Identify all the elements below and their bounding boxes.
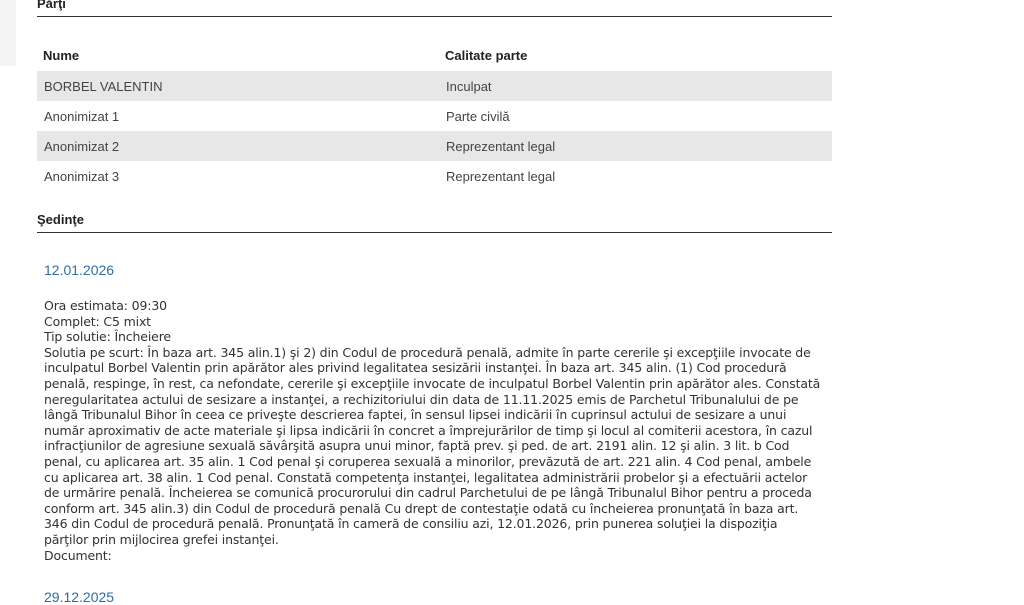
hearing-item: [44, 262, 824, 563]
tip-solutie: Tip solutie: Încheiere: [44, 329, 171, 345]
complet: Complet: C5 mixt: [44, 313, 151, 329]
party-name: Anonimizat 1: [44, 108, 120, 124]
hearing-date: 29.12.2025: [44, 589, 115, 605]
column-header-calitate: Calitate parte: [445, 47, 528, 63]
table-row: [37, 71, 832, 101]
party-name: Anonimizat 2: [37, 131, 439, 161]
parti-section-title: Părţi: [37, 0, 832, 17]
hearing-details: [44, 298, 824, 563]
left-panel-strip: [0, 0, 16, 66]
hearing-date: 12.01.2026: [44, 262, 115, 278]
table-row: [37, 161, 832, 191]
sedinte-section-title: Şedinţe: [37, 212, 832, 233]
party-role: Reprezentant legal: [439, 131, 832, 161]
solutia-pe-scurt: Solutia pe scurt: În baza art. 345 alin.1) şi 2) din Codul de procedură penală, admite în parte cererile şi excepţiile invocate de inculpatul Borbel Valentin prin apărător ales privind legalitatea sesizării instanţei. În baza art. 345 alin. (1) Cod procedură penală, respinge, în rest, ca nefondate, cererile şi excepţiile invocate de inculpatul Borbel Valentin prin apărător ales. Constată neregularitatea actului de sesizare a instanţei, a rechizitoriului din data de 11.11.2025 emis de Parchetul Tribunalului de pe lângă Tribunalul Bihor în ceea ce priveşte descrierea faptei, în sensul lipsei indicării în cuprinsul actului de sesizare a unui număr aproximativ de acte materiale şi lipsa indicării în concret a împrejurărilor de timp şi locul al comiterii acestora, în cazul infracţiunilor de agresiune sexuală săvârşită asupra unui minor, faptă prev. şi ped. de art. 2191 alin. 12 şi alin. 3 lit. b Cod penal, cu aplicarea art. 35 alin. 1 Cod penal şi coruperea sexuală a minorilor, prevăzută de art. 221 alin. 4 Cod penal, ambele cu aplicarea art. 38 alin. 1 Cod penal. Constată competenţa instanţei, legalitatea administrării probelor şi a efectuării actelor de urmărire penală. Încheierea se comunică procurorului din cadrul Parchetului de pe lângă Tribunalul Bihor pentru a proceda conform art. 345 alin.3) din Codul de procedură penală Cu drept de contestaţie odată cu încheierea pronunţată în baza art. 346 din Codul de procedură penală. Pronunţată în cameră de consiliu azi, 12.01.2026, prin punerea soluţiei la dispoziţia părţilor prin mijlocirea grefei instanţei.: [44, 344, 821, 547]
parties-header-row: [37, 39, 832, 71]
parties-table: [37, 39, 832, 191]
ora-estimata: Ora estimata: 09:30: [44, 298, 167, 313]
column-header-nume: Nume: [43, 47, 80, 63]
hearing-item: [44, 589, 824, 605]
party-name: Anonimizat 3: [44, 168, 120, 184]
document-label: Document:: [44, 547, 112, 563]
party-role: Inculpat: [439, 71, 832, 101]
party-role: Reprezentant legal: [446, 168, 556, 184]
party-name: BORBEL VALENTIN: [37, 71, 439, 101]
table-row: [37, 101, 832, 131]
table-row: [37, 131, 832, 161]
party-role: Parte civilă: [446, 108, 510, 124]
